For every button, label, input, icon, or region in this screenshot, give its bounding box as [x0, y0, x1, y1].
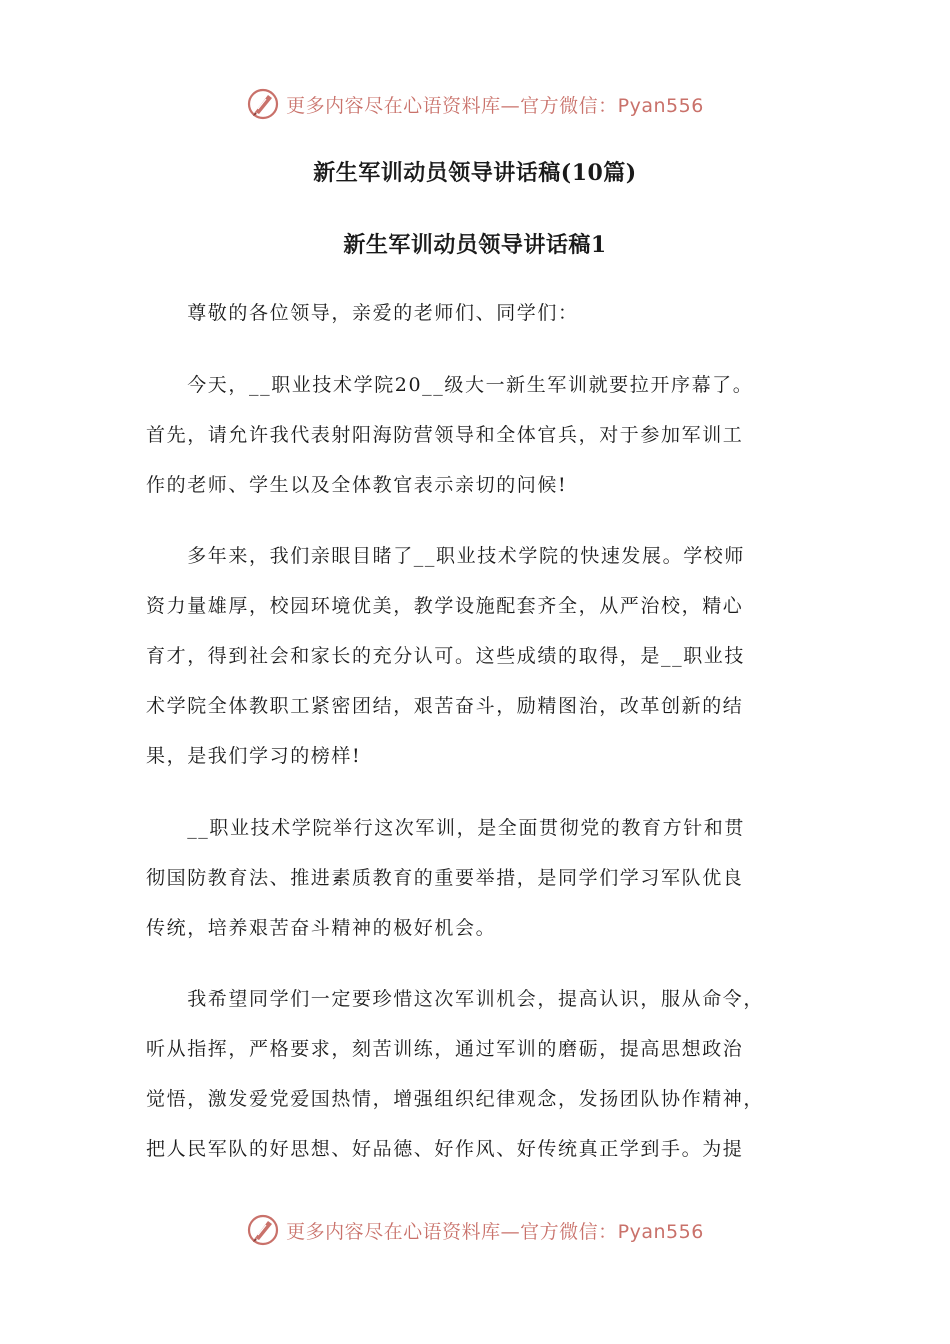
text-line: 多年来，我们亲眼目睹了__职业技术学院的快速发展。学校师 — [146, 545, 746, 567]
text-line: 传统，培养艰苦奋斗精神的极好机会。 — [146, 917, 497, 939]
banner-text-cn: 更多内容尽在心语资料库—官方微信： — [286, 1220, 618, 1243]
text-line: 觉悟，激发爱党爱国热情，增强组织纪律观念，发扬团队协作精神， — [146, 1088, 765, 1110]
quill-logo-icon — [246, 1213, 280, 1247]
banner-wechat-id: Pyan556 — [617, 94, 704, 117]
paragraph-4 — [146, 974, 810, 1174]
text-line: 资力量雄厚，校园环境优美，教学设施配套齐全，从严治校，精心 — [146, 595, 744, 617]
paragraph-greeting — [146, 288, 810, 338]
text-line: 首先，请允许我代表射阳海防营领导和全体官兵，对于参加军训工 — [146, 424, 744, 446]
banner-text-cn: 更多内容尽在心语资料库—官方微信： — [286, 94, 618, 117]
banner-text — [286, 91, 704, 118]
text-line: __职业技术学院举行这次军训，是全面贯彻党的教育方针和贯 — [146, 817, 746, 839]
banner-wechat-id: Pyan556 — [617, 1220, 704, 1243]
document-title: 新生军训动员领导讲话稿(10篇) — [313, 160, 637, 186]
paragraph-3 — [146, 803, 810, 953]
text-line: 我希望同学们一定要珍惜这次军训机会，提高认识，服从命令， — [146, 988, 765, 1010]
text-line: 果，是我们学习的榜样! — [146, 745, 362, 767]
banner-text — [286, 1217, 704, 1244]
text-line: 彻国防教育法、推进素质教育的重要举措，是同学们学习军队优良 — [146, 867, 744, 889]
text-line: 把人民军队的好思想、好品德、好作风、好传统真正学到手。为提 — [146, 1138, 744, 1160]
text-line: 育才，得到社会和家长的充分认可。这些成绩的取得，是__职业技 — [146, 645, 746, 667]
text-line: 尊敬的各位领导，亲爱的老师们、同学们： — [146, 302, 579, 324]
text-line: 听从指挥，严格要求，刻苦训练，通过军训的磨砺，提高思想政治 — [146, 1038, 744, 1060]
header-banner — [0, 84, 950, 124]
paragraph-2 — [146, 531, 810, 781]
text-line: 作的老师、学生以及全体教官表示亲切的问候! — [146, 474, 568, 496]
text-line: 今天，__职业技术学院20__级大一新生军训就要拉开序幕了。 — [146, 374, 754, 396]
paragraph-1 — [146, 360, 810, 510]
quill-logo-icon — [246, 87, 280, 121]
footer-banner — [0, 1210, 950, 1250]
section-title: 新生军训动员领导讲话稿1 — [343, 232, 607, 258]
text-line: 术学院全体教职工紧密团结，艰苦奋斗，励精图治，改革创新的结 — [146, 695, 744, 717]
